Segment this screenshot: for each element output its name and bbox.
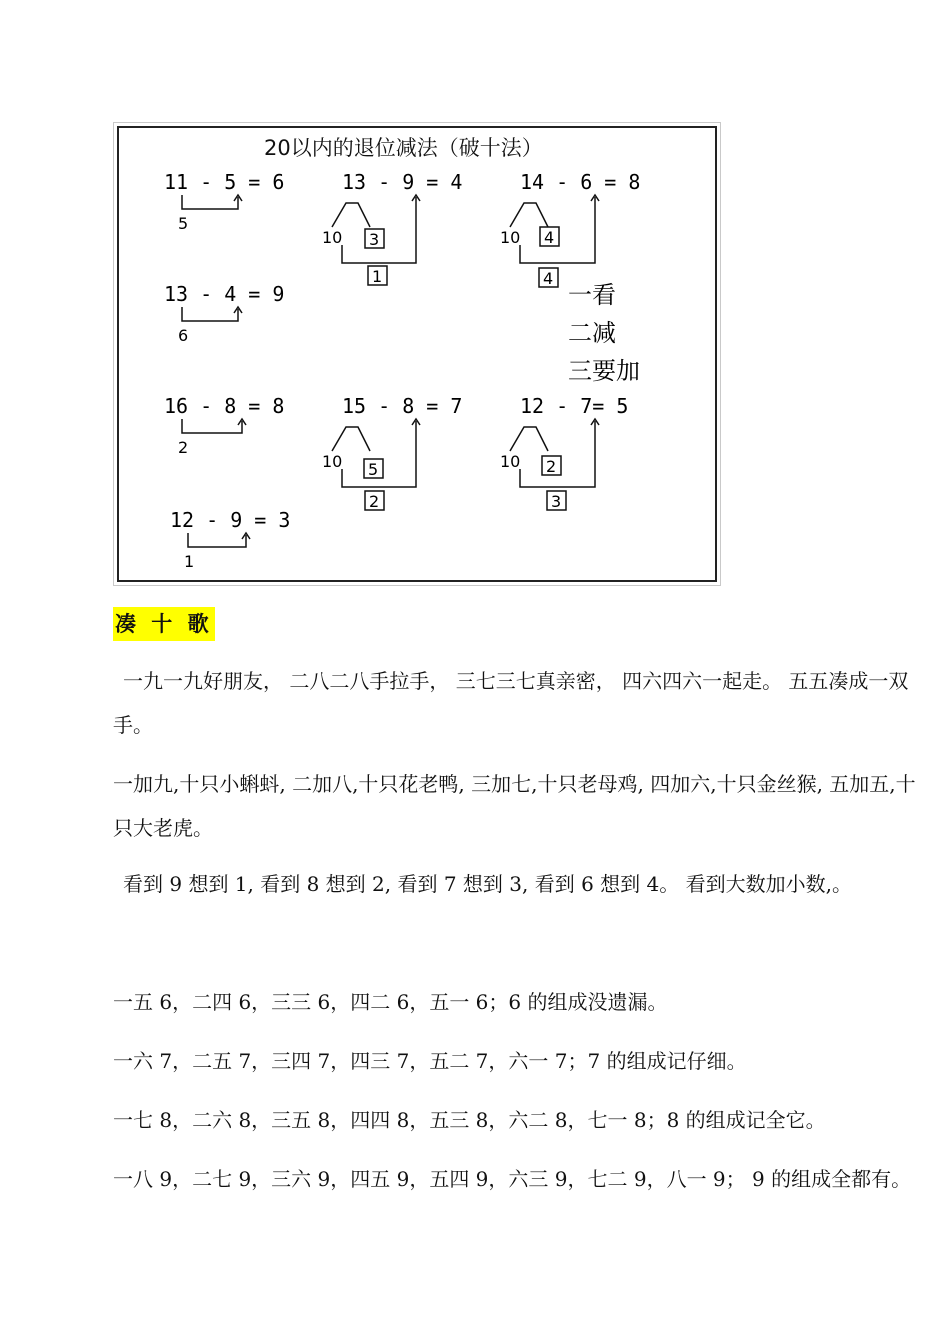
equation-5: 16 - 8 = 8: [164, 394, 285, 418]
box-small-3: 4: [544, 228, 555, 247]
paragraph-1: 一九一九好朋友， 二八二八手拉手， 三七三七真亲密， 四六四六一起走。 五五凑成一双手。: [113, 669, 909, 737]
box-below-3: 4: [543, 269, 554, 288]
paragraph-7: 一八 9，二七 9，三六 9，四五 9，五四 9，六三 9，七二 9，八一 9； 9 的组成全都有。: [113, 1167, 912, 1191]
section-heading: 凑 十 歌: [113, 607, 215, 641]
helper-number-1: 5: [178, 214, 189, 233]
equation-1: 11 - 5 = 6: [164, 170, 285, 194]
figure-title: 20以内的退位减法（破十法）: [264, 136, 543, 160]
ten-label-3: 10: [500, 228, 521, 247]
helper-bracket-5: [182, 419, 246, 433]
subtraction-figure: [113, 122, 721, 586]
equation-7: 12 - 7= 5: [520, 394, 629, 418]
helper-bracket-4: [182, 307, 242, 321]
helper-number-4: 6: [178, 326, 189, 345]
ten-label-6: 10: [322, 452, 343, 471]
figure-canvas: [114, 123, 720, 585]
box-small-7: 2: [546, 457, 557, 476]
equation-3: 14 - 6 = 8: [520, 170, 641, 194]
box-below-7: 3: [551, 492, 562, 511]
helper-bracket-8: [188, 533, 250, 547]
equation-2: 13 - 9 = 4: [342, 170, 463, 194]
mnemonic-line-1: 一看: [568, 281, 616, 309]
box-below-6: 2: [369, 492, 380, 511]
ten-label-2: 10: [322, 228, 343, 247]
equation-6: 15 - 8 = 7: [342, 394, 463, 418]
helper-number-8: 1: [184, 552, 195, 571]
mnemonic-line-3: 三要加: [568, 357, 640, 385]
ten-label-7: 10: [500, 452, 521, 471]
mnemonic-line-2: 二减: [568, 319, 616, 347]
paragraph-5: 一六 7，二五 7，三四 7，四三 7，五二 7，六一 7；7 的组成记仔细。: [113, 1049, 747, 1073]
paragraph-3: 看到 9 想到 1, 看到 8 想到 2, 看到 7 想到 3, 看到 6 想到 4。 看到大数加小数,。: [123, 872, 852, 896]
decomposition-3: [510, 195, 599, 287]
box-small-6: 5: [368, 460, 379, 479]
helper-number-5: 2: [178, 438, 189, 457]
paragraph-6: 一七 8，二六 8，三五 8，四四 8，五三 8，六二 8，七一 8；8 的组成记全它。: [113, 1108, 826, 1132]
paragraph-4: 一五 6，二四 6，三三 6，四二 6，五一 6；6 的组成没遗漏。: [113, 990, 668, 1014]
box-small-2: 3: [369, 230, 380, 249]
paragraph-2: 一加九,十只小蝌蚪, 二加八,十只花老鸭, 三加七,十只老母鸡, 四加六,十只金丝猴, 五加五,十只大老虎。: [113, 772, 916, 840]
equation-4: 13 - 4 = 9: [164, 282, 285, 306]
box-below-2: 1: [372, 267, 383, 286]
helper-bracket-1: [182, 195, 242, 209]
equation-8: 12 - 9 = 3: [170, 508, 291, 532]
